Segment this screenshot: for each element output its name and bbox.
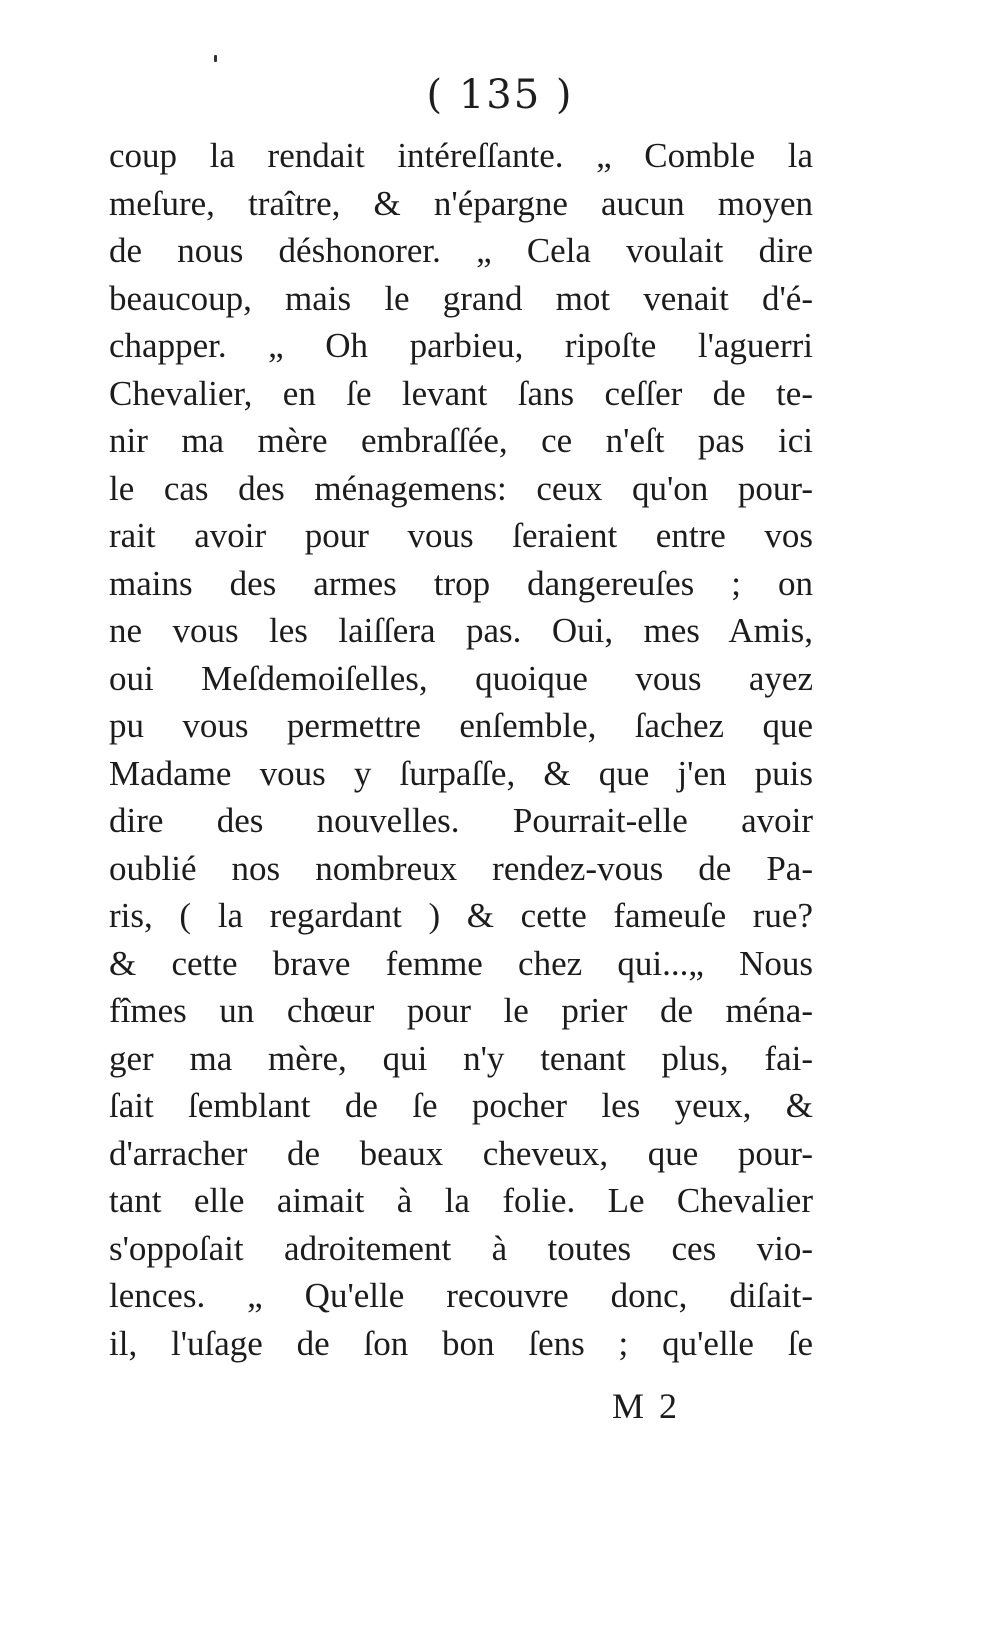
- text-line: beaucoup, mais le grand mot venait d'é-: [109, 278, 813, 318]
- text-line: oui Meſdemoiſelles, quoique vous ayez: [109, 658, 813, 698]
- text-line: s'oppoſait adroitement à toutes ces vio-: [109, 1228, 813, 1268]
- printer-signature-mark: M 2: [612, 1386, 681, 1426]
- text-line: lences. „ Qu'elle recouvre donc, diſait-: [109, 1276, 813, 1315]
- ink-speck: [214, 55, 217, 62]
- text-line: fîmes un chœur pour le prier de ména-: [109, 991, 813, 1030]
- text-line: pu vous permettre enſemble, ſachez que: [109, 706, 813, 745]
- text-line: & cette brave femme chez qui...„ Nous: [109, 943, 813, 983]
- body-text: [109, 132, 813, 1367]
- text-line: ſait ſemblant de ſe pocher les yeux, &: [109, 1086, 813, 1125]
- text-line: tant elle aimait à la folie. Le Chevalier: [109, 1181, 813, 1220]
- text-line: Madame vous y ſurpaſſe, & que j'en puis: [109, 753, 813, 793]
- text-line: chapper. „ Oh parbieu, ripoſte l'aguerri: [109, 326, 813, 365]
- text-line: il, l'uſage de ſon bon ſens ; qu'elle ſe: [109, 1323, 813, 1363]
- text-line: ris, ( la regardant ) & cette fameuſe rue?: [109, 896, 813, 935]
- text-line: le cas des ménagemens: ceux qu'on pour-: [109, 468, 813, 508]
- page-number: ( 135 ): [426, 72, 574, 118]
- text-line: de nous déshonorer. „ Cela voulait dire: [109, 231, 813, 270]
- text-line: coup la rendait intéreſſante. „ Comble la: [109, 136, 813, 175]
- text-line: oublié nos nombreux rendez-vous de Pa-: [109, 848, 813, 888]
- text-line: meſure, traître, & n'épargne aucun moyen: [109, 183, 813, 223]
- text-line: nir ma mère embraſſée, ce n'eſt pas ici: [109, 421, 813, 460]
- text-line: d'arracher de beaux cheveux, que pour-: [109, 1133, 813, 1173]
- text-line: dire des nouvelles. Pourrait-elle avoir: [109, 801, 813, 840]
- text-line: mains des armes trop dangereuſes ; on: [109, 563, 813, 603]
- text-line: rait avoir pour vous ſeraient entre vos: [109, 516, 813, 555]
- text-line: ger ma mère, qui n'y tenant plus, fai-: [109, 1038, 813, 1078]
- text-line: Chevalier, en ſe levant ſans ceſſer de te-: [109, 373, 813, 413]
- text-line: ne vous les laiſſera pas. Oui, mes Amis,: [109, 611, 813, 650]
